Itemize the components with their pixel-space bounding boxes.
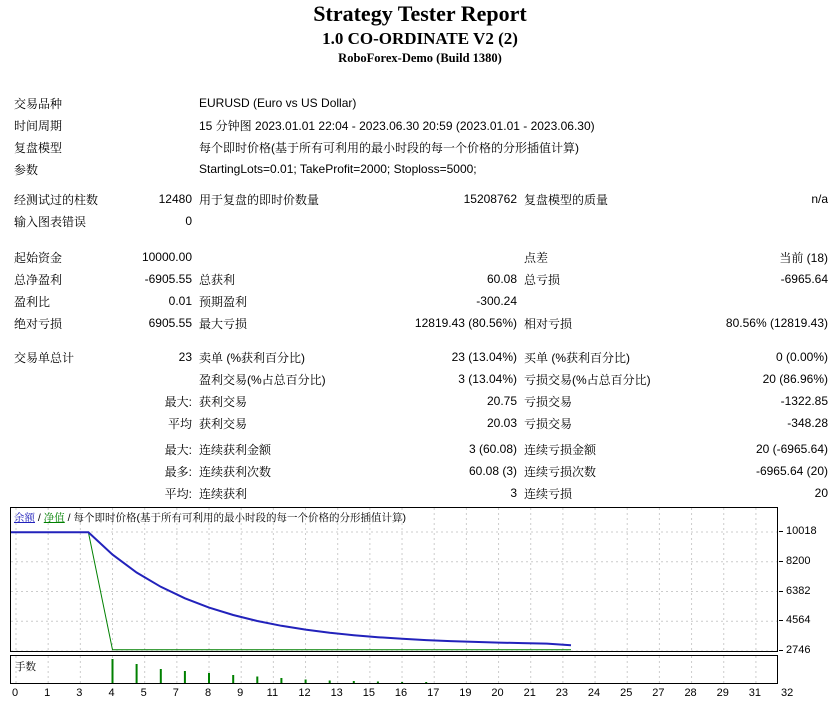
report-row bbox=[14, 114, 828, 136]
stat-value: -6965.64 bbox=[780, 272, 828, 286]
y-axis-label: 6382 bbox=[786, 584, 811, 597]
y-axis-label: 2746 bbox=[786, 644, 811, 656]
legend-separator: / bbox=[64, 512, 74, 524]
stat-label: 获利交易 bbox=[199, 394, 248, 409]
stat-label: 最大: bbox=[164, 394, 192, 409]
stat-value: EURUSD (Euro vs US Dollar) bbox=[199, 96, 357, 110]
y-axis-tick bbox=[779, 620, 783, 621]
x-axis-label: 9 bbox=[237, 687, 244, 699]
stat-value: -1322.85 bbox=[780, 394, 828, 408]
stat-label: 起始资金 bbox=[14, 250, 63, 265]
report-header bbox=[0, 0, 840, 67]
x-axis-label: 11 bbox=[266, 687, 279, 699]
stat-value: 3 bbox=[510, 486, 517, 500]
legend-equity: 净值 bbox=[43, 512, 65, 524]
stat-label: 连续获利金额 bbox=[199, 442, 272, 457]
stat-label: 参数 bbox=[14, 162, 39, 177]
report-table bbox=[14, 88, 828, 504]
stat-label: 总净盈利 bbox=[14, 272, 63, 287]
stat-label: 连续亏损金额 bbox=[524, 442, 597, 457]
lots-bar bbox=[329, 681, 331, 684]
balance-equity-chart bbox=[10, 507, 778, 652]
x-axis-label: 32 bbox=[780, 687, 794, 699]
stat-value: n/a bbox=[811, 192, 828, 206]
lots-bar bbox=[208, 673, 210, 683]
y-axis-tick bbox=[779, 650, 783, 651]
x-axis-label: 23 bbox=[555, 687, 568, 699]
report-row bbox=[14, 312, 828, 334]
report-row bbox=[14, 368, 828, 390]
y-axis-label: 8200 bbox=[786, 554, 811, 567]
x-axis-label: 20 bbox=[491, 687, 504, 699]
lots-label: 手数 bbox=[15, 661, 36, 673]
stat-label: 点差 bbox=[524, 250, 549, 265]
lots-bar bbox=[112, 659, 114, 683]
stat-value: 0.01 bbox=[168, 294, 192, 308]
stat-value: 3 (13.04%) bbox=[458, 372, 517, 386]
stat-value: 20.75 bbox=[486, 394, 517, 408]
lots-bar bbox=[353, 681, 355, 683]
stat-label: 时间周期 bbox=[14, 118, 63, 133]
x-axis-label: 31 bbox=[748, 687, 762, 699]
stat-label: 复盘模型的质量 bbox=[524, 192, 609, 207]
lots-bar bbox=[184, 671, 186, 683]
stat-label: 买单 (%获利百分比) bbox=[524, 350, 630, 365]
stat-value: 80.56% (12819.43) bbox=[725, 316, 828, 330]
report-row bbox=[14, 210, 828, 232]
stat-value: 0 bbox=[185, 214, 192, 228]
stat-label: 用于复盘的即时价数量 bbox=[199, 192, 320, 207]
stat-label: 经测试过的柱数 bbox=[14, 192, 99, 207]
stat-value: -6965.64 (20) bbox=[755, 464, 828, 478]
stat-label: 连续获利 bbox=[199, 486, 248, 501]
stat-value: 20.03 bbox=[486, 416, 517, 430]
stat-label: 连续获利次数 bbox=[199, 464, 272, 479]
x-axis-label: 25 bbox=[620, 687, 633, 699]
stat-label: 平均: bbox=[164, 486, 192, 501]
report-row bbox=[14, 92, 828, 114]
stat-label: 亏损交易 bbox=[524, 416, 573, 431]
stat-value: 23 bbox=[178, 350, 192, 364]
report-row bbox=[14, 482, 828, 504]
report-row bbox=[14, 390, 828, 412]
stat-label: 获利交易 bbox=[199, 416, 248, 431]
lots-bar bbox=[256, 677, 258, 684]
report-row bbox=[14, 158, 828, 180]
stat-label: 输入图表错误 bbox=[14, 214, 87, 229]
lots-plot bbox=[11, 656, 777, 683]
report-row bbox=[14, 268, 828, 290]
x-axis-label: 13 bbox=[330, 687, 343, 699]
stat-value: 6905.55 bbox=[148, 316, 192, 330]
lots-chart bbox=[10, 655, 778, 684]
x-axis-label: 19 bbox=[459, 687, 472, 699]
expert-name: 1.0 CO-ORDINATE V2 (2) bbox=[322, 29, 518, 48]
stat-label: 相对亏损 bbox=[524, 316, 573, 331]
stat-label: 盈利比 bbox=[14, 294, 51, 309]
stat-label: 亏损交易 bbox=[524, 394, 573, 409]
stat-value: 20 bbox=[814, 486, 828, 500]
stat-label: 卖单 (%获利百分比) bbox=[199, 350, 305, 365]
stat-value: -300.24 bbox=[476, 294, 517, 308]
lots-bar bbox=[377, 682, 379, 684]
stat-label: 交易品种 bbox=[14, 96, 63, 111]
x-axis-label: 1 bbox=[44, 687, 51, 699]
y-axis-tick bbox=[779, 591, 783, 592]
x-axis-label: 3 bbox=[76, 687, 83, 699]
report-row bbox=[14, 188, 828, 210]
chart-legend bbox=[14, 510, 406, 525]
legend-balance: 余额 bbox=[14, 512, 35, 524]
stat-value: 15208762 bbox=[463, 192, 517, 206]
report-row bbox=[14, 246, 828, 268]
y-axis-label: 10018 bbox=[786, 525, 817, 537]
stat-value: -6905.55 bbox=[144, 272, 192, 286]
server-build: RoboForex-Demo (Build 1380) bbox=[338, 51, 502, 65]
stat-label: 连续亏损 bbox=[524, 486, 573, 501]
report-row bbox=[14, 438, 828, 460]
stat-label: 最大: bbox=[164, 442, 192, 457]
stat-value: StartingLots=0.01; TakeProfit=2000; Stoploss=5000; bbox=[199, 162, 477, 176]
legend-model-text: 每个即时价格(基于所有可利用的最小时段的每一个价格的分形插值计算) bbox=[73, 512, 407, 524]
stat-value: 20 (86.96%) bbox=[762, 372, 828, 386]
stat-label: 最多: bbox=[164, 464, 192, 479]
report-row bbox=[14, 136, 828, 158]
lots-bar bbox=[232, 675, 234, 683]
stat-label: 连续亏损次数 bbox=[524, 464, 597, 479]
stat-label: 预期盈利 bbox=[199, 294, 248, 309]
x-axis-label: 7 bbox=[172, 687, 179, 699]
report-row bbox=[14, 346, 828, 368]
report-row bbox=[14, 460, 828, 482]
lots-bar bbox=[401, 682, 403, 683]
stat-value: 60.08 bbox=[486, 272, 517, 286]
stat-label: 绝对亏损 bbox=[14, 316, 63, 331]
x-axis-label: 4 bbox=[108, 687, 115, 699]
stat-value: -348.28 bbox=[787, 416, 828, 430]
x-axis-label: 24 bbox=[587, 687, 601, 699]
stat-label: 亏损交易(%占总百分比) bbox=[524, 372, 651, 387]
lots-bar bbox=[280, 678, 282, 683]
stat-value: 0 (0.00%) bbox=[775, 350, 828, 364]
lots-bar bbox=[160, 669, 162, 683]
stat-label: 复盘模型 bbox=[14, 140, 63, 155]
stat-value: 15 分钟图 2023.01.01 22:04 - 2023.06.30 20:59 (2023.01.01 - 2023.06.30) bbox=[199, 118, 595, 133]
y-axis-label: 4564 bbox=[786, 614, 811, 627]
stat-value: 每个即时价格(基于所有可利用的最小时段的每一个价格的分形插值计算) bbox=[199, 140, 579, 155]
stat-value: 60.08 (3) bbox=[468, 464, 517, 478]
y-axis-tick bbox=[779, 561, 783, 562]
stat-value: 20 (-6965.64) bbox=[755, 442, 828, 456]
x-axis-label: 29 bbox=[716, 687, 729, 699]
x-axis-label: 17 bbox=[427, 687, 440, 699]
lots-bar bbox=[305, 680, 307, 684]
stat-label: 总获利 bbox=[199, 272, 236, 287]
stat-value: 当前 (18) bbox=[779, 250, 828, 265]
y-axis-tick bbox=[779, 531, 783, 532]
stat-label: 最大亏损 bbox=[199, 316, 248, 331]
balance-line bbox=[11, 532, 571, 645]
stat-value: 23 (13.04%) bbox=[451, 350, 517, 364]
page-title: Strategy Tester Report bbox=[313, 1, 527, 26]
x-axis-label: 8 bbox=[204, 687, 212, 699]
stat-label: 平均 bbox=[167, 416, 192, 431]
stat-value: 10000.00 bbox=[141, 250, 192, 264]
report-row bbox=[14, 290, 828, 312]
lots-bar bbox=[136, 664, 138, 683]
x-axis-label: 27 bbox=[652, 687, 665, 699]
stat-label: 交易单总计 bbox=[14, 350, 75, 365]
lots-bar bbox=[425, 682, 427, 683]
x-axis-label: 12 bbox=[298, 687, 311, 699]
stat-value: 12819.43 (80.56%) bbox=[414, 316, 517, 330]
x-axis-label: 15 bbox=[362, 687, 375, 699]
stat-label: 总亏损 bbox=[524, 272, 561, 287]
x-axis-label: 5 bbox=[140, 687, 147, 699]
balance-equity-plot bbox=[11, 508, 777, 651]
stat-value: 3 (60.08) bbox=[468, 442, 517, 456]
stat-value: 12480 bbox=[158, 192, 192, 206]
x-axis-label: 16 bbox=[394, 687, 408, 699]
x-axis-label: 21 bbox=[523, 687, 536, 699]
x-axis-label: 28 bbox=[684, 687, 697, 699]
legend-separator: / bbox=[35, 512, 44, 524]
report-row bbox=[14, 412, 828, 434]
x-axis-label: 0 bbox=[11, 687, 19, 699]
stat-label: 盈利交易(%占总百分比) bbox=[199, 372, 326, 387]
